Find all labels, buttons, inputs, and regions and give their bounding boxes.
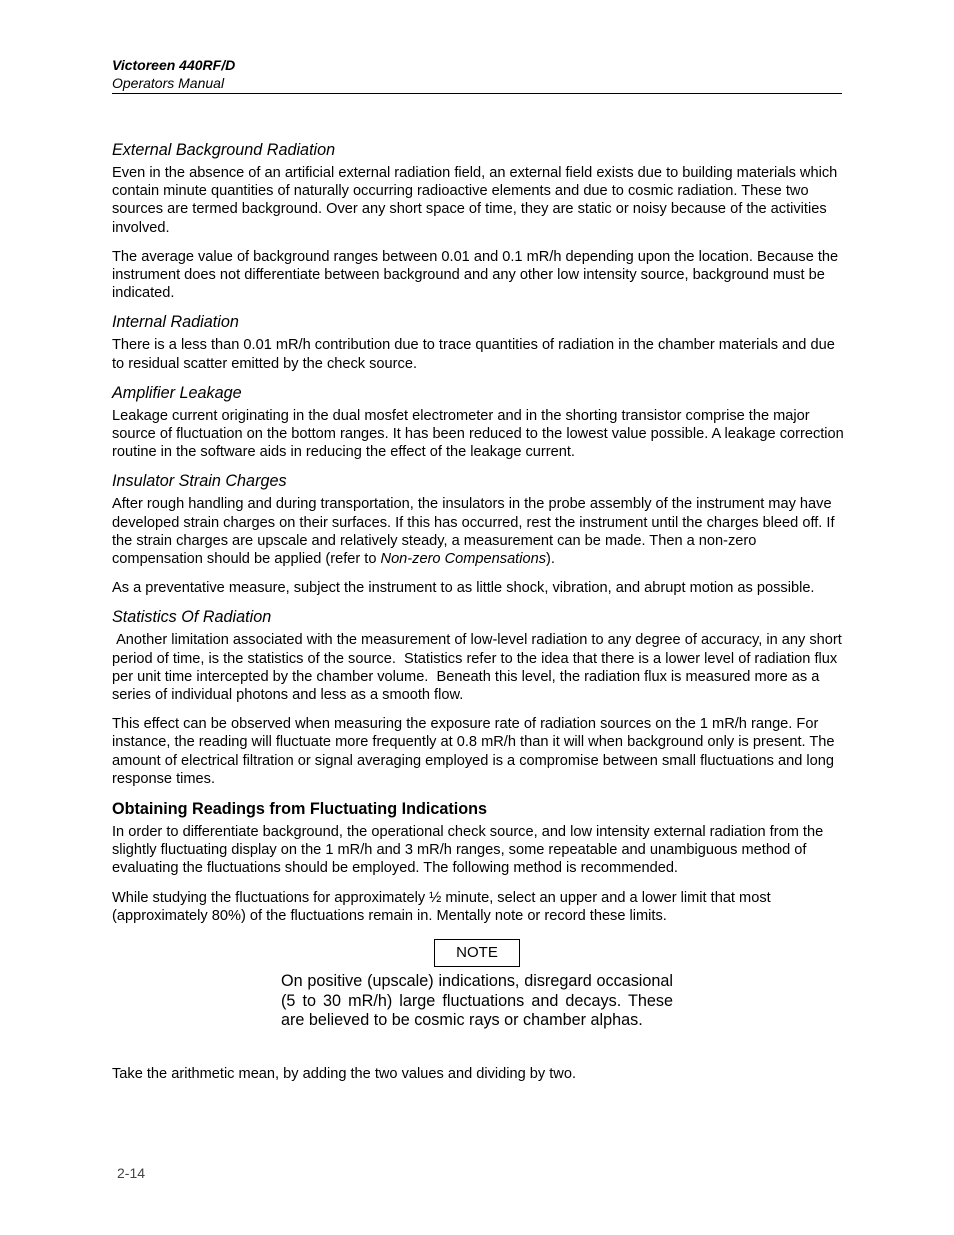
paragraph-insulator-2: As a preventative measure, subject the instrument to as little shock, vibration, and abrupt motion as possible. xyxy=(112,580,815,597)
section-title-internal-radiation: Internal Radiation xyxy=(112,313,239,332)
cross-reference-nonzero-compensations: Non-zero Compensations xyxy=(380,551,547,568)
section-title-statistics: Statistics Of Radiation xyxy=(112,608,272,627)
paragraph-obtaining-3: Take the arithmetic mean, by adding the two values and dividing by two. xyxy=(112,1066,577,1083)
document-subtitle: Operators Manual xyxy=(112,75,225,91)
paragraph-insulator-1 xyxy=(112,495,844,568)
paragraph-insulator-1-text: After rough handling and during transportation, the insulators in the probe assembly of the instrument may have developed strain charges on their surfaces. If this has occurred, rest the instrument until the charges bleed off. If the strain charges are upscale and relatively steady, a measurement can be made. Then a non-zero compensation should be applied (refer to xyxy=(112,496,835,568)
paragraph-statistics-2: This effect can be observed when measuring the exposure rate of radiation sources on the 1 mR/h range. For instance, the reading will fluctuate more frequently at 0.8 mR/h than it will when background only is present. The amount of electrical filtration or signal averaging employed is a compromise between small fluctuations and long response times. xyxy=(112,716,835,787)
section-title-amplifier-leakage: Amplifier Leakage xyxy=(112,383,242,402)
page-content xyxy=(112,140,844,1083)
note-block xyxy=(112,939,844,1065)
paragraph-obtaining-2: While studying the fluctuations for approximately ½ minute, select an upper and a lower limit that most (approximately 80%) of the fluctuations remain in. Mentally note or record these limits. xyxy=(112,889,771,924)
paragraph-internal-1: There is a less than 0.01 mR/h contribution due to trace quantities of radiation in the chamber materials and due to residual scatter emitted by the check source. xyxy=(112,337,835,372)
page-number: 2-14 xyxy=(117,1165,146,1181)
paragraph-external-1: Even in the absence of an artificial external radiation field, an external field exists due to building materials which contain minute quantities of naturally occurring radioactive elements and due to cosmic radiation. These two sources are termed background. Over any short space of time, they are static or noisy because of the activities involved. xyxy=(112,165,838,236)
paragraph-statistics-1: Another limitation associated with the measurement of low-level radiation to any degree of accuracy, in any short period of time, is the statistics of the source. Statistics refer to the idea that there is a lower level of radiation flux per unit time intercepted by the chamber volume. Beneath this level, the radiation flux is measured more as a series of individual photons and less as a smooth flow. xyxy=(112,632,846,704)
note-text: On positive (upscale) indications, disregard occasional (5 to 30 mR/h) large fluctuations and decays. These are believed to be cosmic rays or chamber alphas. xyxy=(281,972,673,1030)
running-header xyxy=(112,56,842,94)
paragraph-external-2: The average value of background ranges between 0.01 and 0.1 mR/h depending upon the location. Because the instrument does not differentiate between background and any other low intensity source, background must be indicated. xyxy=(112,248,839,302)
paragraph-insulator-1-end: ). xyxy=(546,551,555,568)
section-title-external-background: External Background Radiation xyxy=(112,141,336,159)
document-title: Victoreen 440RF/D xyxy=(112,57,236,73)
paragraph-amplifier-1: Leakage current originating in the dual mosfet electrometer and in the shorting transistor comprise the major source of fluctuation on the bottom ranges. It has been reduced to the lowest value possible. A leakage correction routine in the software aids in reducing the effect of the leakage current. xyxy=(112,407,844,461)
note-label: NOTE xyxy=(434,939,520,967)
section-title-obtaining-readings: Obtaining Readings from Fluctuating Indications xyxy=(112,800,488,819)
paragraph-obtaining-1: In order to differentiate background, the operational check source, and low intensity external radiation from the slightly fluctuating display on the 1 mR/h and 3 mR/h ranges, some repeatable and unambiguous method of evaluating the fluctuations should be employed. The following method is recommended. xyxy=(112,824,824,877)
section-title-insulator-strain: Insulator Strain Charges xyxy=(112,472,287,491)
